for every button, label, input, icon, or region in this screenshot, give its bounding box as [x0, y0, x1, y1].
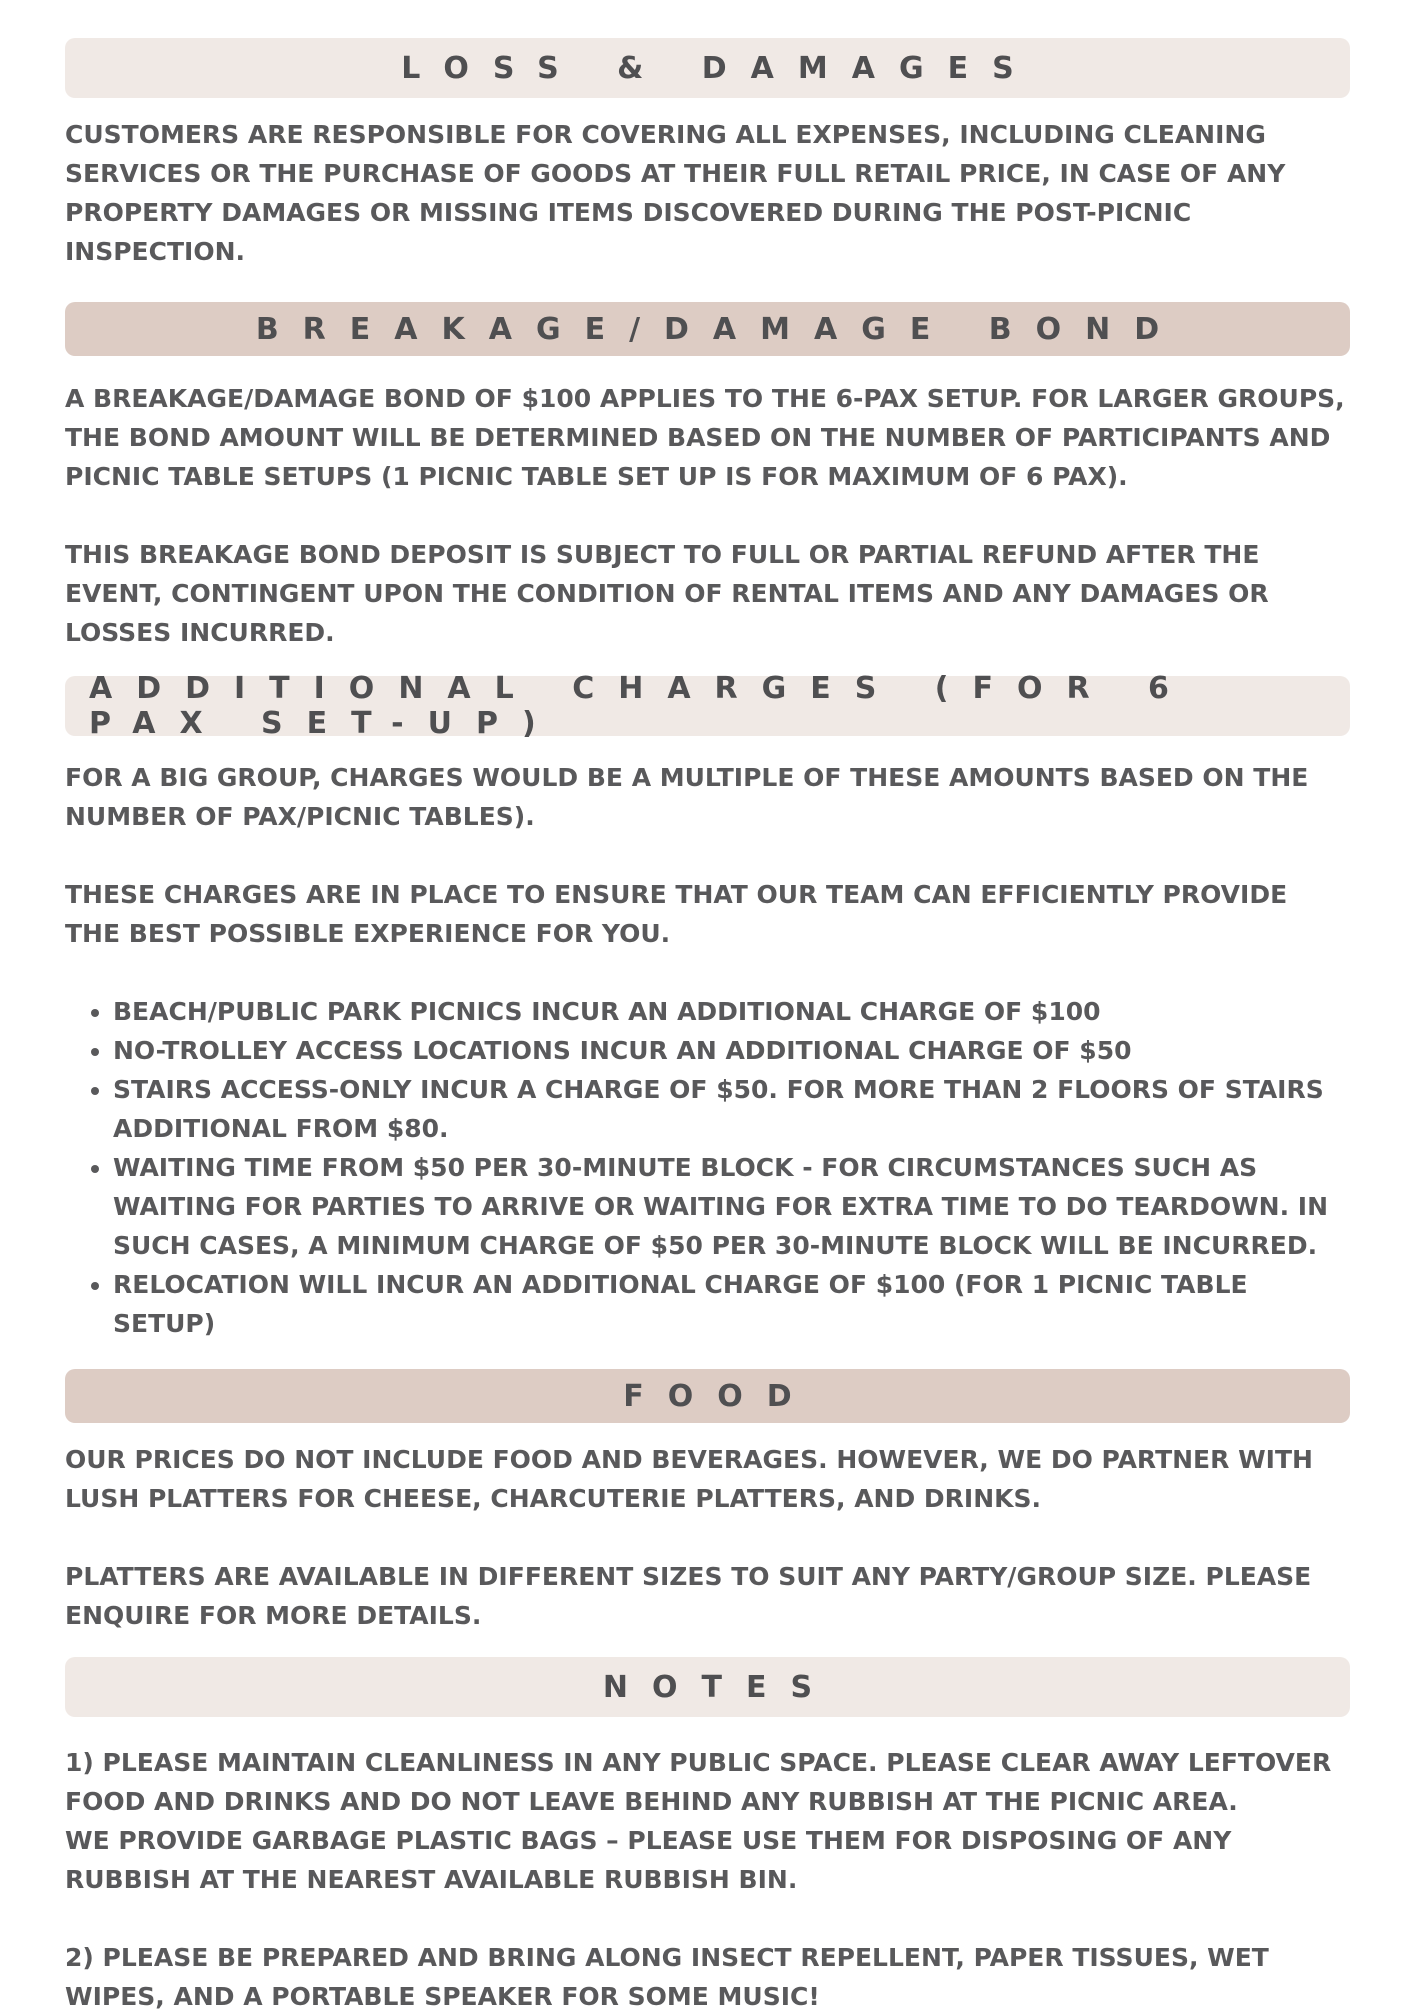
- loss-damages-heading: LOSS & DAMAGES: [65, 38, 1350, 98]
- notes-text-1b: WE PROVIDE GARBAGE PLASTIC BAGS – PLEASE USE THEM FOR DISPOSING OF ANY RUBBISH AT THE NEAREST AVAILABLE RUBBISH BIN.: [65, 1826, 1232, 1894]
- list-item: • WAITING TIME FROM $50 PER 30-MINUTE BLOCK - FOR CIRCUMSTANCES SUCH AS WAITING FOR PARTIES TO ARRIVE OR WAITING FOR EXTRA TIME TO DO TEARDOWN. IN SUCH CASES, A MINIMUM CHARGE OF $50 PER 30-MINUTE BLOCK WILL BE INCURRED.: [113, 1148, 1350, 1265]
- loss-damages-text: CUSTOMERS ARE RESPONSIBLE FOR COVERING ALL EXPENSES, INCLUDING CLEANING SERVICES OR THE PURCHASE OF GOODS AT THEIR FULL RETAIL PRICE, IN CASE OF ANY PROPERTY DAMAGES OR MISSING ITEMS DISCOVERED DURING THE POST-PICNIC INSPECTION.: [65, 120, 1286, 266]
- food-heading: FOOD: [65, 1369, 1350, 1423]
- bond-text-1: A BREAKAGE/DAMAGE BOND OF $100 APPLIES TO THE 6-PAX SETUP. FOR LARGER GROUPS, THE BOND AMOUNT WILL BE DETERMINED BASED ON THE NUMBER OF PARTICIPANTS AND PICNIC TABLE SETUPS (1 PICNIC TABLE SET UP IS FOR MAXIMUM OF 6 PAX).: [65, 384, 1345, 491]
- policy-document: [65, 38, 1350, 2016]
- charges-text-1: FOR A BIG GROUP, CHARGES WOULD BE A MULTIPLE OF THESE AMOUNTS BASED ON THE NUMBER OF PAX/PICNIC TABLES).: [65, 763, 1309, 831]
- list-item: • STAIRS ACCESS-ONLY INCUR A CHARGE OF $50. FOR MORE THAN 2 FLOORS OF STAIRS ADDITIONAL FROM $80.: [113, 1070, 1350, 1148]
- notes-heading: NOTES: [65, 1657, 1350, 1717]
- bond-text-2: THIS BREAKAGE BOND DEPOSIT IS SUBJECT TO FULL OR PARTIAL REFUND AFTER THE EVENT, CONTINGENT UPON THE CONDITION OF RENTAL ITEMS AND ANY DAMAGES OR LOSSES INCURRED.: [65, 540, 1269, 647]
- notes-text-1: 1) PLEASE MAINTAIN CLEANLINESS IN ANY PUBLIC SPACE. PLEASE CLEAR AWAY LEFTOVER FOOD AND DRINKS AND DO NOT LEAVE BEHIND ANY RUBBISH AT THE PICNIC AREA.: [65, 1748, 1332, 1816]
- food-text-2: PLATTERS ARE AVAILABLE IN DIFFERENT SIZES TO SUIT ANY PARTY/GROUP SIZE. PLEASE ENQUIRE FOR MORE DETAILS.: [65, 1562, 1312, 1630]
- charges-list: [65, 992, 1350, 1343]
- charges-text-2: THESE CHARGES ARE IN PLACE TO ENSURE THAT OUR TEAM CAN EFFICIENTLY PROVIDE THE BEST POSSIBLE EXPERIENCE FOR YOU.: [65, 880, 1288, 948]
- bond-heading: BREAKAGE/DAMAGE BOND: [65, 302, 1350, 356]
- food-text-1: OUR PRICES DO NOT INCLUDE FOOD AND BEVERAGES. HOWEVER, WE DO PARTNER WITH LUSH PLATTERS FOR CHEESE, CHARCUTERIE PLATTERS, AND DRINKS.: [65, 1445, 1313, 1513]
- additional-charges-heading: ADDITIONAL CHARGES (FOR 6 PAX SET-UP): [65, 676, 1350, 736]
- list-item: • BEACH/PUBLIC PARK PICNICS INCUR AN ADDITIONAL CHARGE OF $100: [113, 992, 1350, 1031]
- list-item: • RELOCATION WILL INCUR AN ADDITIONAL CHARGE OF $100 (FOR 1 PICNIC TABLE SETUP): [113, 1265, 1350, 1343]
- list-item: • NO-TROLLEY ACCESS LOCATIONS INCUR AN ADDITIONAL CHARGE OF $50: [113, 1031, 1350, 1070]
- notes-text-2: 2) PLEASE BE PREPARED AND BRING ALONG INSECT REPELLENT, PAPER TISSUES, WET WIPES, AND A PORTABLE SPEAKER FOR SOME MUSIC!: [65, 1943, 1269, 2011]
